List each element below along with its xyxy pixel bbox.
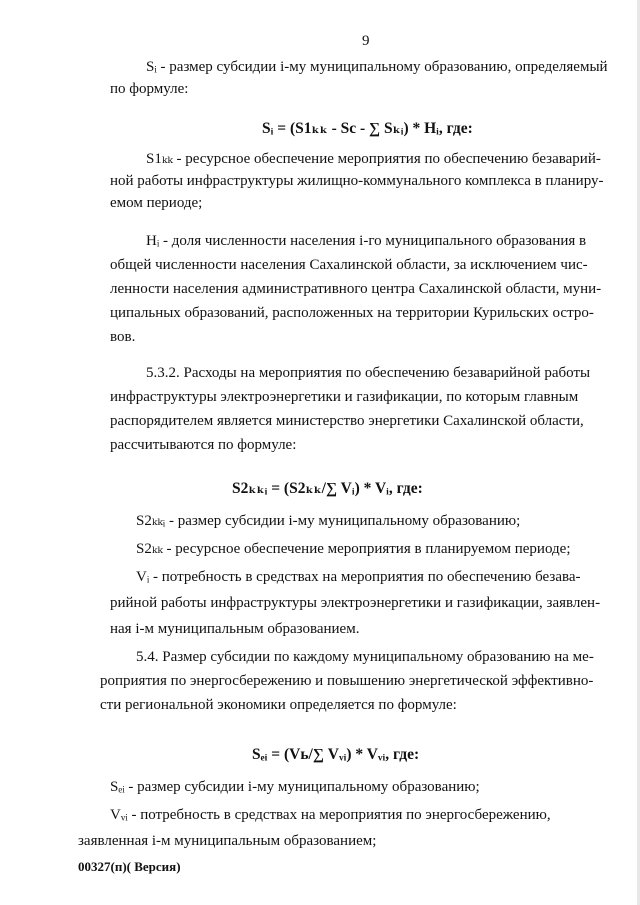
page-number: 9 <box>362 33 370 49</box>
defs2-line4: рийной работы инфраструктуры электроэнергетики и газификации, заявлен- <box>110 595 601 611</box>
document-footer <box>78 858 181 876</box>
formula-sei: Sₑᵢ = (Vь/∑ Vᵥᵢ) * Vᵥᵢ, где: <box>252 746 420 763</box>
para2-line2: ной работы инфраструктуры жилищно-коммунального комплекса в планиру- <box>110 173 604 189</box>
para2-line3: емом периоде; <box>110 195 203 211</box>
defs3-line2: Vᵥᵢ - потребность в средствах на мероприятия по энергосбережению, <box>110 807 551 823</box>
para1-line1: Sᵢ - размер субсидии i-му муниципальному образованию, определяемый <box>146 59 608 75</box>
defs2-line5: ная i-м муниципальным образованием. <box>110 621 360 637</box>
formula-s2kki: S2ₖₖᵢ = (S2ₖₖ/∑ Vᵢ) * Vᵢ, где: <box>232 480 423 497</box>
para2-line1: S1ₖₖ - ресурсное обеспечение мероприятия по обеспечению безаварий- <box>146 151 601 167</box>
defs2-line1: S2ₖₖᵢ - размер субсидии i-му муниципальному образованию; <box>136 513 521 529</box>
footer-code: 00327(п)( Версия) <box>78 859 181 874</box>
para3-line1: Hᵢ - доля численности населения i-го муниципального образования в <box>146 233 587 249</box>
para3-line4: ципальных образований, расположенных на территории Курильских остро- <box>110 305 594 321</box>
defs2-line3: Vᵢ - потребность в средствах на мероприятия по обеспечению безава- <box>136 569 581 585</box>
defs3-line3: заявленная i-м муниципальным образованием; <box>78 833 377 849</box>
para1-line2: по формуле: <box>110 81 189 97</box>
para3-line5: вов. <box>110 329 136 345</box>
formula-si: Sᵢ = (S1ₖₖ - Sс - ∑ Sₖᵢ) * Hᵢ, где: <box>262 120 473 137</box>
defs3-line1: Sₑᵢ - размер субсидии i-му муниципальному образованию; <box>110 779 480 795</box>
para4-line1: 5.3.2. Расходы на мероприятия по обеспечению безаварийной работы <box>146 365 591 381</box>
para3-line2: общей численности населения Сахалинской области, за исключением чис- <box>110 257 588 273</box>
para5-line1: 5.4. Размер субсидии по каждому муниципальному образованию на ме- <box>136 649 594 665</box>
defs2-line2: S2ₖₖ - ресурсное обеспечение мероприятия в планируемом периоде; <box>136 541 571 557</box>
para4-line2: инфраструктуры электроэнергетики и газификации, по которым главным <box>110 389 579 405</box>
para4-line3: распорядителем является министерство энергетики Сахалинской области, <box>110 413 584 429</box>
para5-line3: сти региональной экономики определяется по формуле: <box>100 697 457 713</box>
para3-line3: ленности населения административного центра Сахалинской области, муни- <box>110 281 602 297</box>
para5-line2: роприятия по энергосбережению и повышению энергетической эффективно- <box>100 673 594 689</box>
para4-line4: рассчитываются по формуле: <box>110 437 297 453</box>
